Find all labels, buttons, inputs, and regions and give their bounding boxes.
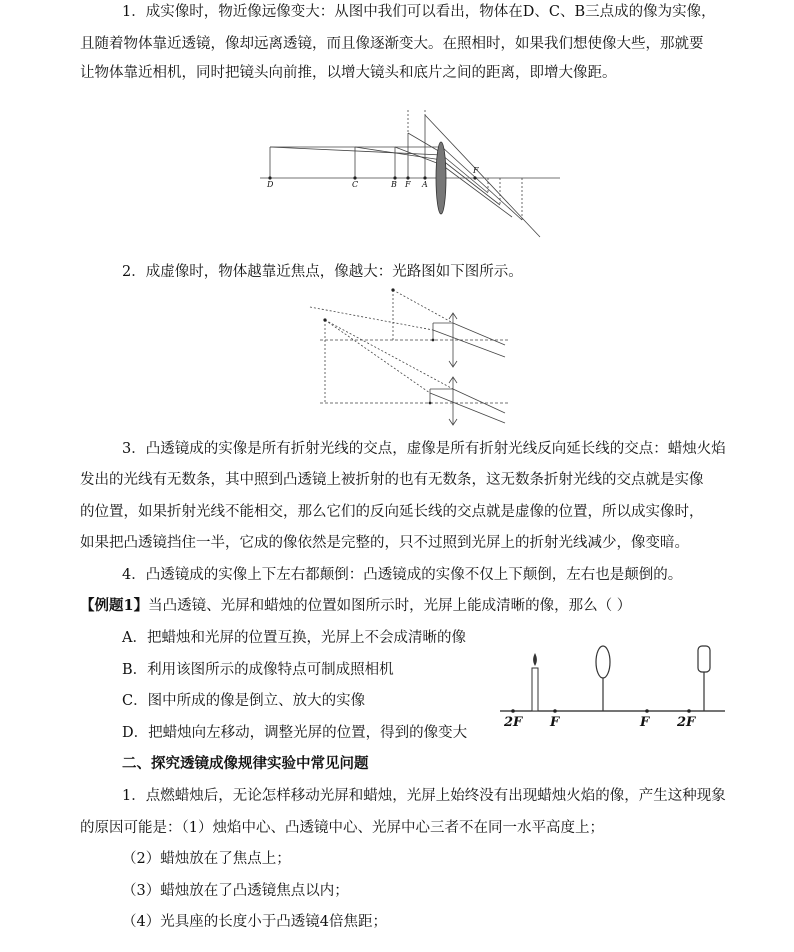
para3-line2: 发出的光线有无数条，其中照到凸透镜上被折射的也有无数条，这无数条折射光线的交点就是实像 bbox=[80, 472, 704, 488]
label-F-left: F bbox=[405, 180, 411, 189]
label-D: D bbox=[267, 180, 274, 189]
label-2F-right: 2F bbox=[677, 715, 696, 730]
para2: 2．成虚像时，物体越靠近焦点，像越大：光路图如下图所示。 bbox=[122, 264, 523, 280]
reason-3: （3）蜡烛放在了凸透镜焦点以内； bbox=[122, 883, 349, 899]
para1-line1: 1．成实像时，物近像远像变大：从图中我们可以看出，物体在D、C、B三点成的像为实像， bbox=[122, 4, 716, 20]
para3-line4: 如果把凸透镜挡住一半，它成的像依然是完整的，只不过照到光屏上的折射光线减少，像变暗。 bbox=[80, 535, 689, 551]
candle bbox=[532, 653, 538, 711]
label-F-right: F bbox=[473, 166, 479, 175]
option-d: D．把蜡烛向左移动，调整光屏的位置，得到的像变大 bbox=[122, 725, 468, 741]
para1-line2: 且随着物体靠近透镜，像却远离透镜，而且像逐渐变大。在照相时，如果我们想使像大些，那就要 bbox=[80, 36, 704, 52]
label-F-right: F bbox=[640, 715, 650, 730]
lens-on-stand bbox=[596, 646, 610, 711]
option-b: B．利用该图所示的成像特点可制成照相机 bbox=[122, 662, 394, 678]
example-stem-text: 当凸透镜、光屏和蜡烛的位置如图所示时，光屏上能成清晰的像，那么（ ） bbox=[148, 598, 632, 614]
reason-4: （4）光具座的长度小于凸透镜4倍焦距； bbox=[122, 914, 387, 930]
option-a: A．把蜡烛和光屏的位置互换，光屏上不会成清晰的像 bbox=[122, 630, 466, 646]
para1-line3: 让物体靠近相机，同时把镜头向前推，以增大镜头和底片之间的距离，即增大像距。 bbox=[80, 65, 617, 81]
optical-bench-figure bbox=[495, 640, 735, 730]
label-C: C bbox=[352, 180, 359, 189]
q1-line1: 1．点燃蜡烛后，无论怎样移动光屏和蜡烛，光屏上始终没有出现蜡烛火焰的像，产生这种现象 bbox=[122, 788, 726, 804]
para3-line1: 3．凸透镜成的实像是所有折射光线的交点，虚像是所有折射光线反向延长线的交点：蜡烛火焰 bbox=[122, 441, 726, 457]
label-A: A bbox=[422, 180, 428, 189]
example-stem bbox=[80, 596, 631, 616]
light-screen bbox=[698, 646, 710, 711]
real-image-ray-diagram bbox=[260, 105, 570, 245]
convex-lens bbox=[436, 142, 446, 214]
option-c: C．图中所成的像是倒立、放大的实像 bbox=[122, 693, 366, 709]
label-F-left: F bbox=[550, 715, 560, 730]
para3-line3: 的位置，如果折射光线不能相交，那么它们的反向延长线的交点就是虚像的位置，所以成实像时， bbox=[80, 504, 704, 520]
example-tag: 【例题1】 bbox=[80, 597, 149, 614]
para4: 4．凸透镜成的实像上下左右都颠倒：凸透镜成的实像不仅上下颠倒，左右也是颠倒的。 bbox=[122, 567, 683, 583]
q1-line2: 的原因可能是：（1）烛焰中心、凸透镜中心、光屏中心三者不在同一水平高度上； bbox=[80, 820, 604, 836]
virtual-image-ray-diagram bbox=[305, 285, 520, 415]
label-2F-left: 2F bbox=[504, 715, 523, 730]
reason-2: （2）蜡烛放在了焦点上； bbox=[122, 851, 291, 867]
section2-heading: 二、探究透镜成像规律实验中常见问题 bbox=[122, 755, 369, 772]
label-B: B bbox=[391, 180, 397, 189]
